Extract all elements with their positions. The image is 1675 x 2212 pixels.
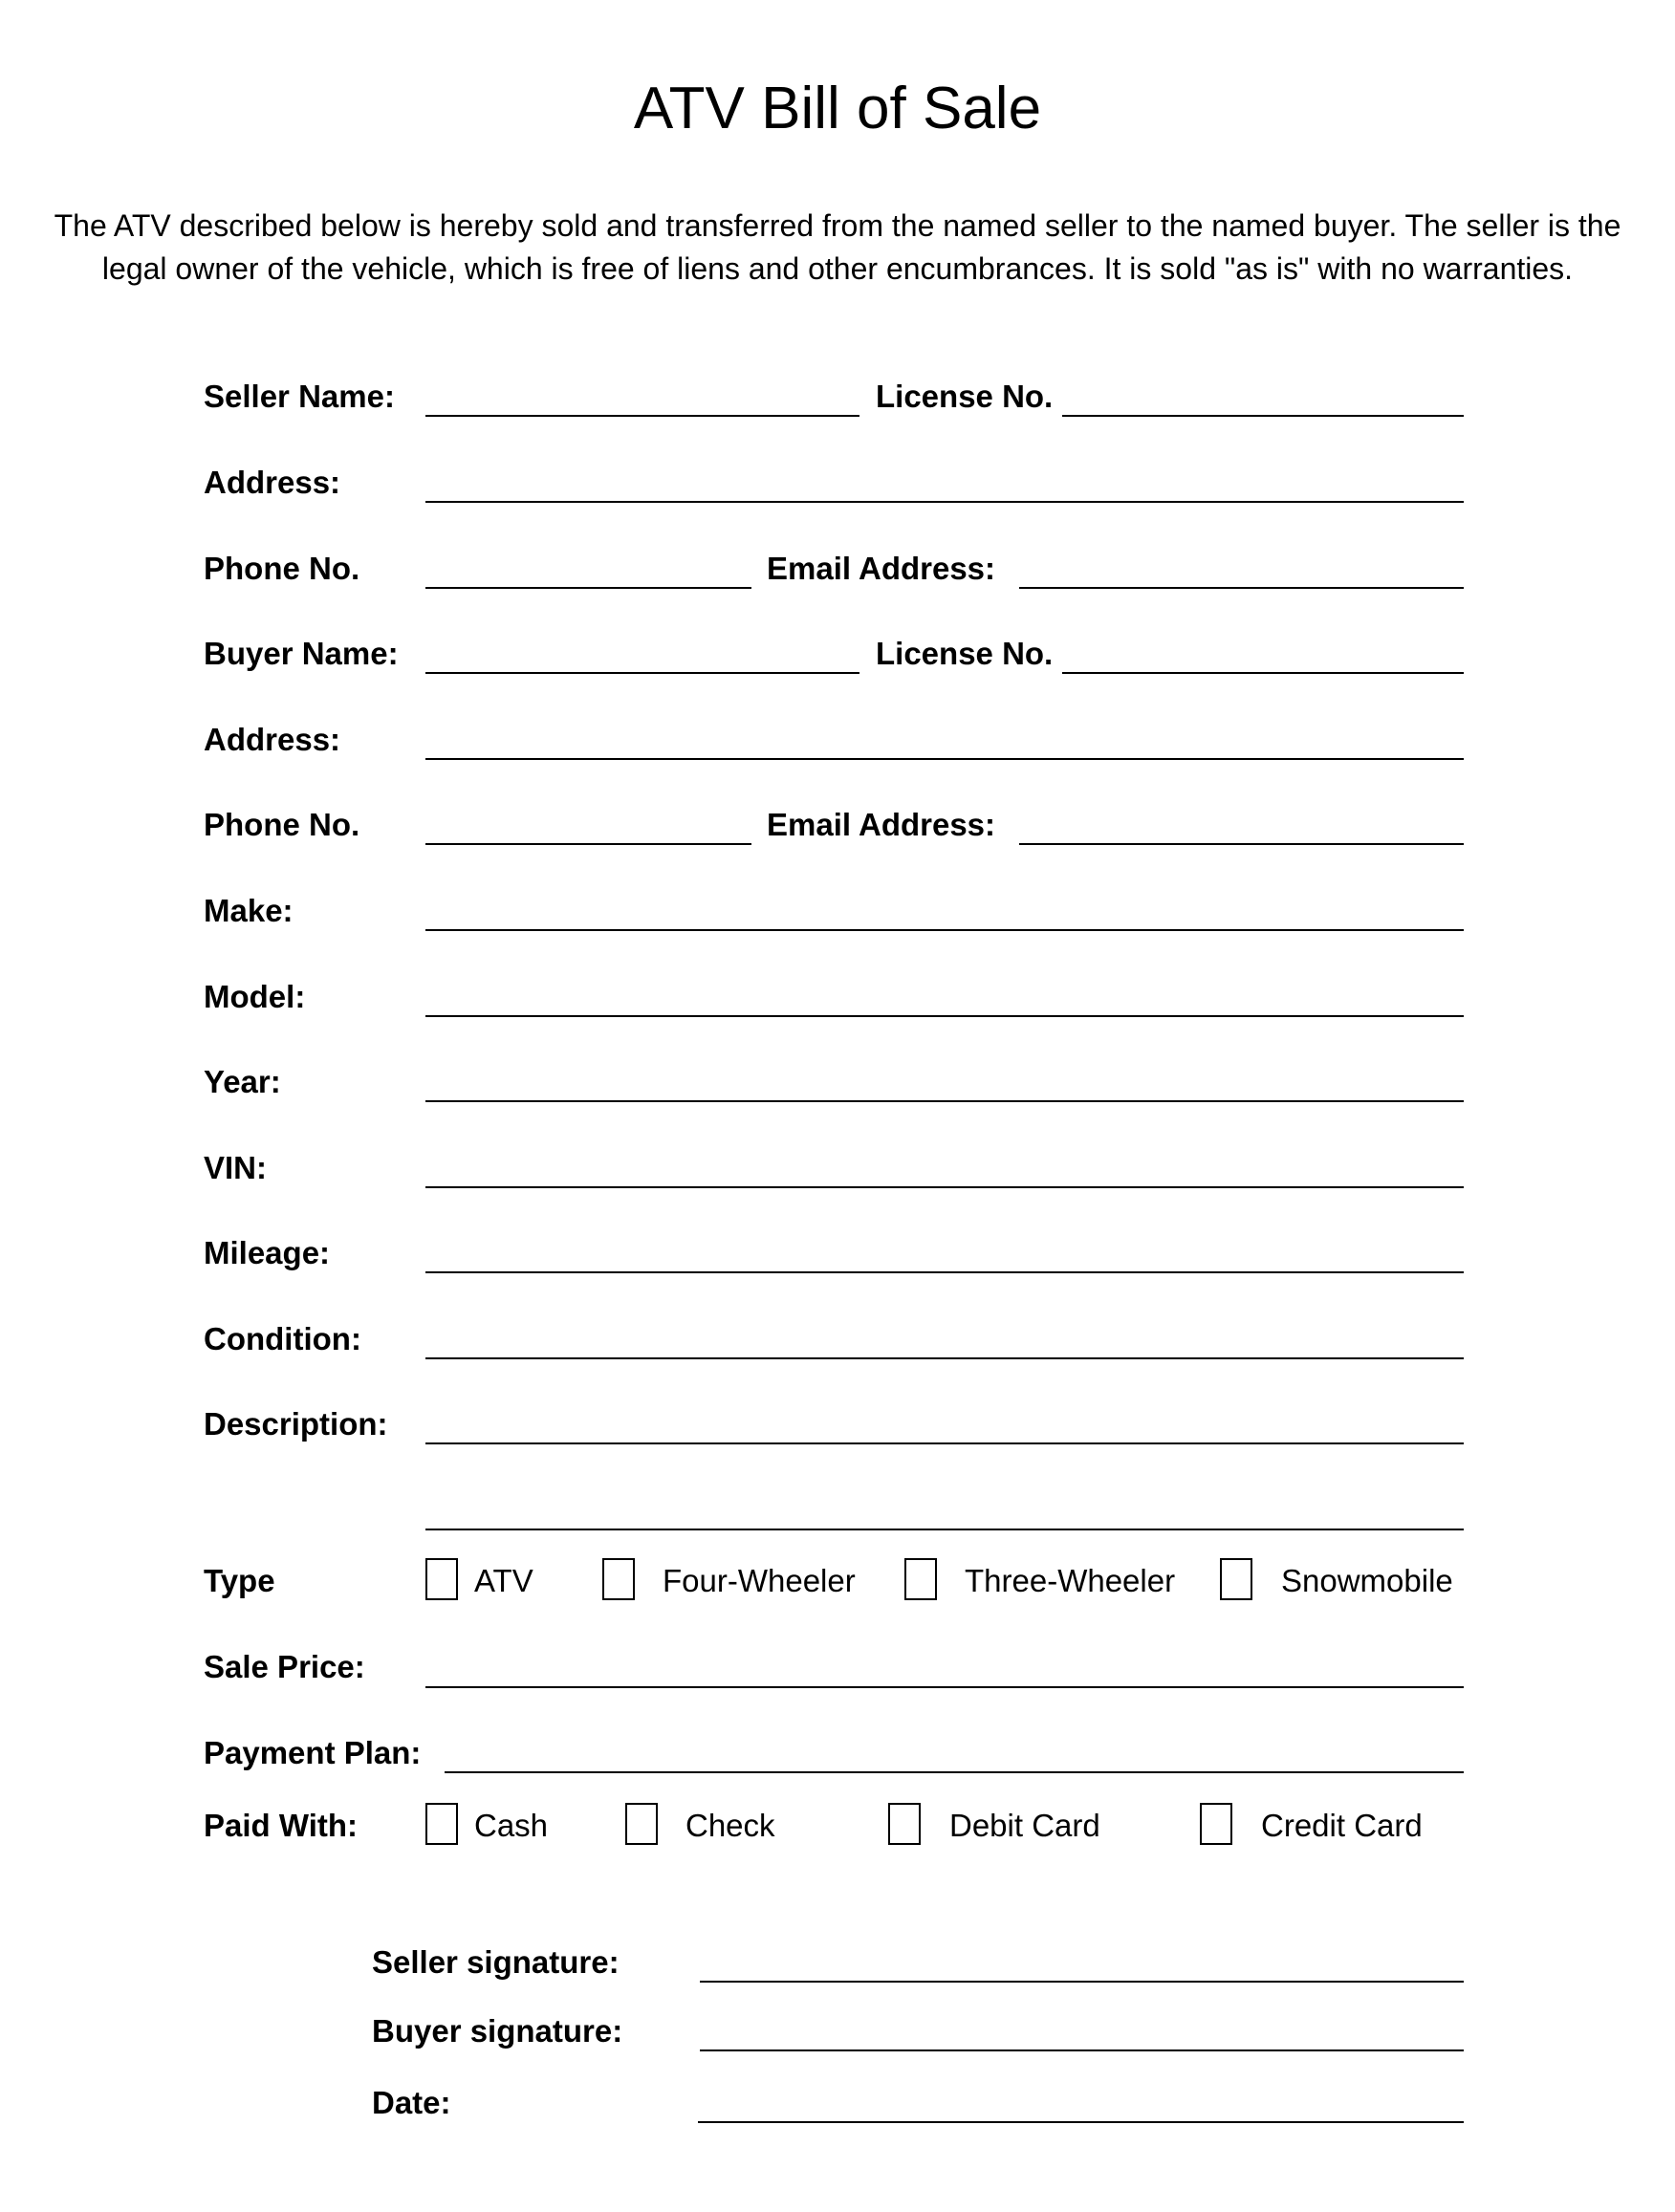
seller-name-field[interactable] [425,415,859,417]
type-label: Type [204,1563,275,1598]
intro-paragraph: The ATV described below is hereby sold and transferred from the named seller to the named buyer. The seller is the legal owner of the vehicle, which is free of liens and other encumbrances. It is sold "as is" with no warranties. [54,208,1621,286]
seller-phone-field[interactable] [425,587,751,589]
model-field[interactable] [425,1015,1464,1017]
buyer-signature-label: Buyer signature: [372,2013,623,2049]
description-label: Description: [204,1406,388,1442]
mileage-label: Mileage: [204,1235,331,1270]
date-field[interactable] [698,2121,1464,2123]
description-field-line-1[interactable] [425,1442,1464,1444]
paid-credit-card-label: Credit Card [1261,1808,1423,1843]
paid-check-label: Check [685,1808,775,1843]
seller-name-label: Seller Name: [204,379,395,414]
seller-signature-label: Seller signature: [372,1944,620,1980]
condition-field[interactable] [425,1357,1464,1359]
paid-debit-card-checkbox[interactable] [888,1803,921,1845]
seller-email-field[interactable] [1019,587,1464,589]
seller-address-label: Address: [204,465,341,500]
sale-price-label: Sale Price: [204,1649,365,1684]
seller-email-label: Email Address: [767,551,996,586]
paid-credit-card-checkbox[interactable] [1200,1803,1232,1845]
year-label: Year: [204,1064,281,1099]
buyer-address-label: Address: [204,722,341,757]
buyer-name-field[interactable] [425,672,859,674]
paid-cash-checkbox[interactable] [425,1803,458,1845]
make-label: Make: [204,893,294,928]
model-label: Model: [204,979,306,1014]
buyer-phone-label: Phone No. [204,807,360,842]
mileage-field[interactable] [425,1271,1464,1273]
seller-address-field[interactable] [425,501,1464,503]
buyer-email-label: Email Address: [767,807,996,842]
payment-plan-field[interactable] [445,1771,1464,1773]
condition-label: Condition: [204,1321,361,1356]
page-title: ATV Bill of Sale [633,76,1042,141]
date-label: Date: [372,2085,451,2120]
buyer-phone-field[interactable] [425,843,751,845]
year-field[interactable] [425,1100,1464,1102]
type-four-wheeler-checkbox[interactable] [602,1558,635,1600]
description-field-line-2[interactable] [425,1529,1464,1530]
type-snowmobile-label: Snowmobile [1281,1563,1453,1598]
type-atv-checkbox[interactable] [425,1558,458,1600]
type-three-wheeler-checkbox[interactable] [904,1558,937,1600]
buyer-address-field[interactable] [425,758,1464,760]
type-snowmobile-checkbox[interactable] [1220,1558,1252,1600]
sale-price-field[interactable] [425,1686,1464,1688]
payment-plan-label: Payment Plan: [204,1735,422,1770]
buyer-signature-field[interactable] [700,2049,1464,2051]
type-four-wheeler-label: Four-Wheeler [663,1563,856,1598]
seller-signature-field[interactable] [700,1981,1464,1983]
type-three-wheeler-label: Three-Wheeler [965,1563,1176,1598]
type-atv-label: ATV [474,1563,533,1598]
seller-phone-label: Phone No. [204,551,360,586]
vin-field[interactable] [425,1186,1464,1188]
paid-with-label: Paid With: [204,1808,359,1843]
buyer-license-field[interactable] [1062,672,1464,674]
seller-license-field[interactable] [1062,415,1464,417]
vin-label: VIN: [204,1150,267,1185]
paid-cash-label: Cash [474,1808,549,1843]
paid-check-checkbox[interactable] [625,1803,658,1845]
paid-debit-card-label: Debit Card [949,1808,1100,1843]
seller-license-label: License No. [876,379,1054,414]
buyer-license-label: License No. [876,636,1054,671]
buyer-email-field[interactable] [1019,843,1464,845]
buyer-name-label: Buyer Name: [204,636,399,671]
make-field[interactable] [425,929,1464,931]
